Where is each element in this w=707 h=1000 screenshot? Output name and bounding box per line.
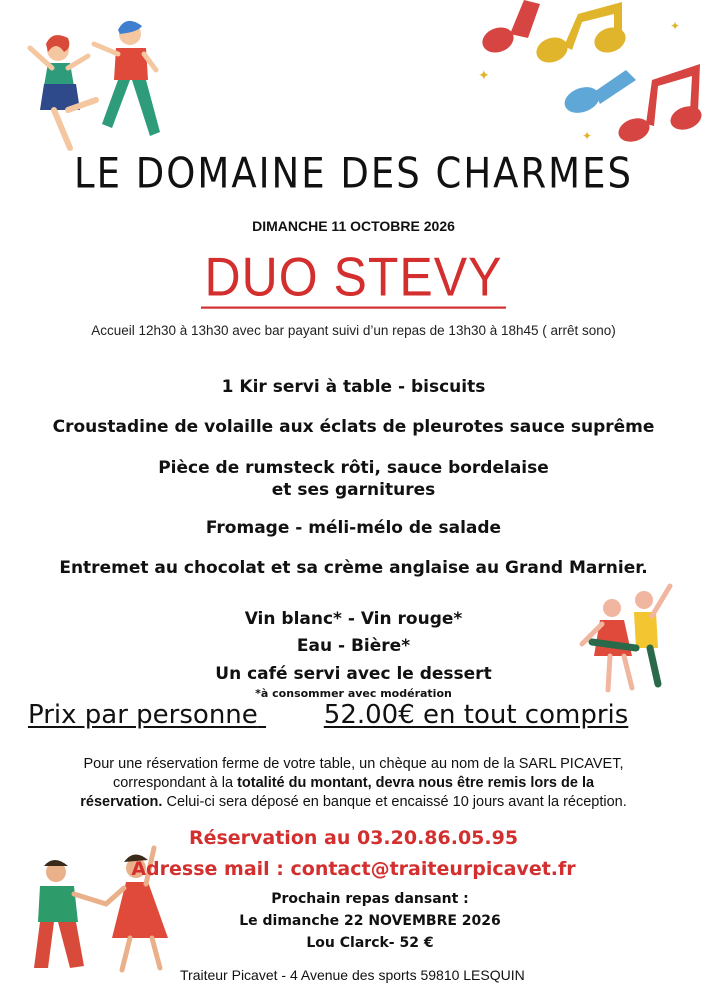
menu-plat-line2: et ses garnitures	[271, 480, 436, 500]
price-value: 52.00€ en tout compris	[323, 700, 629, 730]
menu-fromage: Fromage - méli-mélo de salade	[205, 518, 502, 538]
event-date: DIMANCHE 11 OCTOBRE 2026	[252, 218, 455, 234]
reservation-terms-line3a: réservation.	[80, 794, 163, 810]
menu-boissons: Eau - Bière*	[296, 636, 411, 656]
svg-text:✦: ✦	[670, 19, 681, 33]
venue-title: LE DOMAINE DES CHARMES	[74, 149, 633, 198]
dancing-couple-top-illustration	[8, 8, 178, 168]
next-event-line2: Le dimanche 22 NOVEMBRE 2026	[239, 913, 501, 929]
reservation-email: Adresse mail : contact@traiteurpicavet.fr	[131, 858, 576, 880]
menu-vins: Vin blanc* - Vin rouge*	[244, 609, 463, 629]
reservation-terms-line1: Pour une réservation ferme de votre table, un chèque au nom de la SARL PICAVET,	[83, 756, 624, 772]
reservation-terms-line3	[0, 793, 707, 812]
next-event	[160, 888, 580, 954]
reservation-terms-line2b: totalité du montant, devra nous être remis lors de la	[237, 775, 595, 791]
menu-aperitif: 1 Kir servi à table - biscuits	[221, 377, 486, 397]
next-event-line3: Lou Clarck- 52 €	[306, 935, 434, 951]
artist-name-text: DUO STEVY	[201, 249, 507, 308]
next-event-line1: Prochain repas dansant :	[271, 891, 469, 907]
artist-name	[0, 248, 707, 306]
price-separator	[258, 700, 324, 730]
welcome-schedule: Accueil 12h30 à 13h30 avec bar payant suivi d’un repas de 13h30 à 18h45 ( arrêt sono)	[91, 323, 616, 338]
music-notes-illustration	[470, 0, 707, 150]
svg-text:✦: ✦	[478, 68, 490, 84]
reservation-phone: Réservation au 03.20.86.05.95	[188, 827, 519, 849]
menu-dessert: Entremet au chocolat et sa crème anglaise au Grand Marnier.	[59, 558, 648, 578]
footer-address: Traiteur Picavet - 4 Avenue des sports 59810 LESQUIN	[180, 967, 525, 983]
reservation-terms	[0, 755, 707, 812]
price-label: Prix par personne	[28, 700, 258, 730]
price-line	[28, 700, 688, 730]
menu-plat-line1: Pièce de rumsteck rôti, sauce bordelaise	[158, 458, 549, 478]
menu-cafe: Un café servi avec le dessert	[215, 664, 492, 684]
reservation-terms-line2	[0, 774, 707, 793]
svg-text:✦: ✦	[582, 129, 593, 143]
reservation-terms-line2a: correspondant à la	[112, 775, 238, 791]
menu-entree: Croustadine de volaille aux éclats de pleurotes sauce suprême	[52, 417, 655, 437]
alcohol-note: *à consommer avec modération	[255, 687, 452, 700]
reservation-terms-line3b: Celui-ci sera déposé en banque et encaissé 10 jours avant la réception.	[162, 794, 627, 810]
